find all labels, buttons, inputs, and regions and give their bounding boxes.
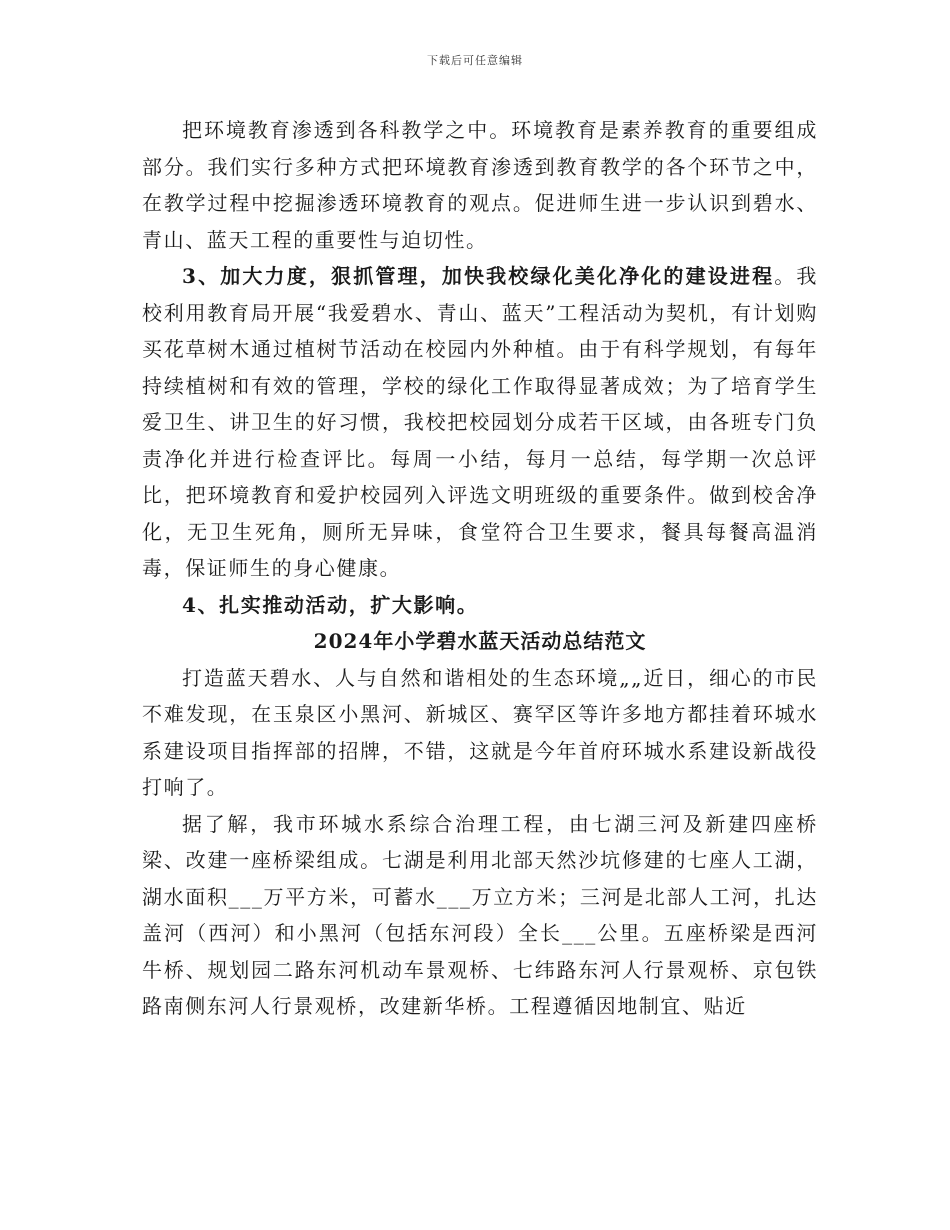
paragraph-greening-management [142,258,818,587]
section-heading-4: 4、扎实推动活动，扩大影响。 [182,592,479,617]
document-body [142,112,818,1025]
paragraph-ecological-environment: 打造蓝天碧水、人与自然和谐相处的生态环境„„近日，细心的市民不难发现，在玉泉区小黑河、新城区、赛罕区等许多地方都挂着环城水系建设项目指挥部的招牌，不错，这就是今年首府环城水系建设新战役打响了。 [142,665,818,799]
header-note: 下载后可任意编辑 [427,54,523,67]
document-title: 2024年小学碧水蓝天活动总结范文 [313,629,647,653]
paragraph-water-system-project: 据了解，我市环城水系综合治理工程，由七湖三河及新建四座桥梁、改建一座桥梁组成。七湖是利用北部天然沙坑修建的七座人工湖，湖水面积___万平方米，可蓄水___万立方米；三河是北部人工河，扎达盖河（西河）和小黑河（包括东河段）全长___公里。五座桥梁是西河牛桥、规划园二路东河机动车景观桥、七纬路东河人行景观桥、京包铁路南侧东河人行景观桥，改建新华桥。工程遵循因地制宜、贴近 [142,811,818,1018]
section-heading-3: 3、加大力度，狠抓管理，加快我校绿化美化净化的建设进程 [182,264,775,288]
paragraph-environment-education: 把环境教育渗透到各科教学之中。环境教育是素养教育的重要组成部分。我们实行多种方式把环境教育渗透到教育教学的各个环节之中，在教学过程中挖掘渗透环境教育的观点。促进师生进一步认识到碧水、青山、蓝天工程的重要性与迫切性。 [142,118,818,252]
paragraph-greening-body: 。我校利用教育局开展“我爱碧水、青山、蓝天”工程活动为契机，有计划购买花草树木通过植树节活动在校园内外种植。由于有科学规划，有每年持续植树和有效的管理，学校的绿化工作取得显著成效；为了培育学生爱卫生、讲卫生的好习惯，我校把校园划分成若干区域，由各班专门负责净化并进行检查评比。每周一小结，每月一总结，每学期一次总评比，把环境教育和爱护校园列入评选文明班级的重要条件。做到校舍净化，无卫生死角，厕所无异味，食堂符合卫生要求，餐具每餐高温消毒，保证师生的身心健康。 [142,264,818,580]
